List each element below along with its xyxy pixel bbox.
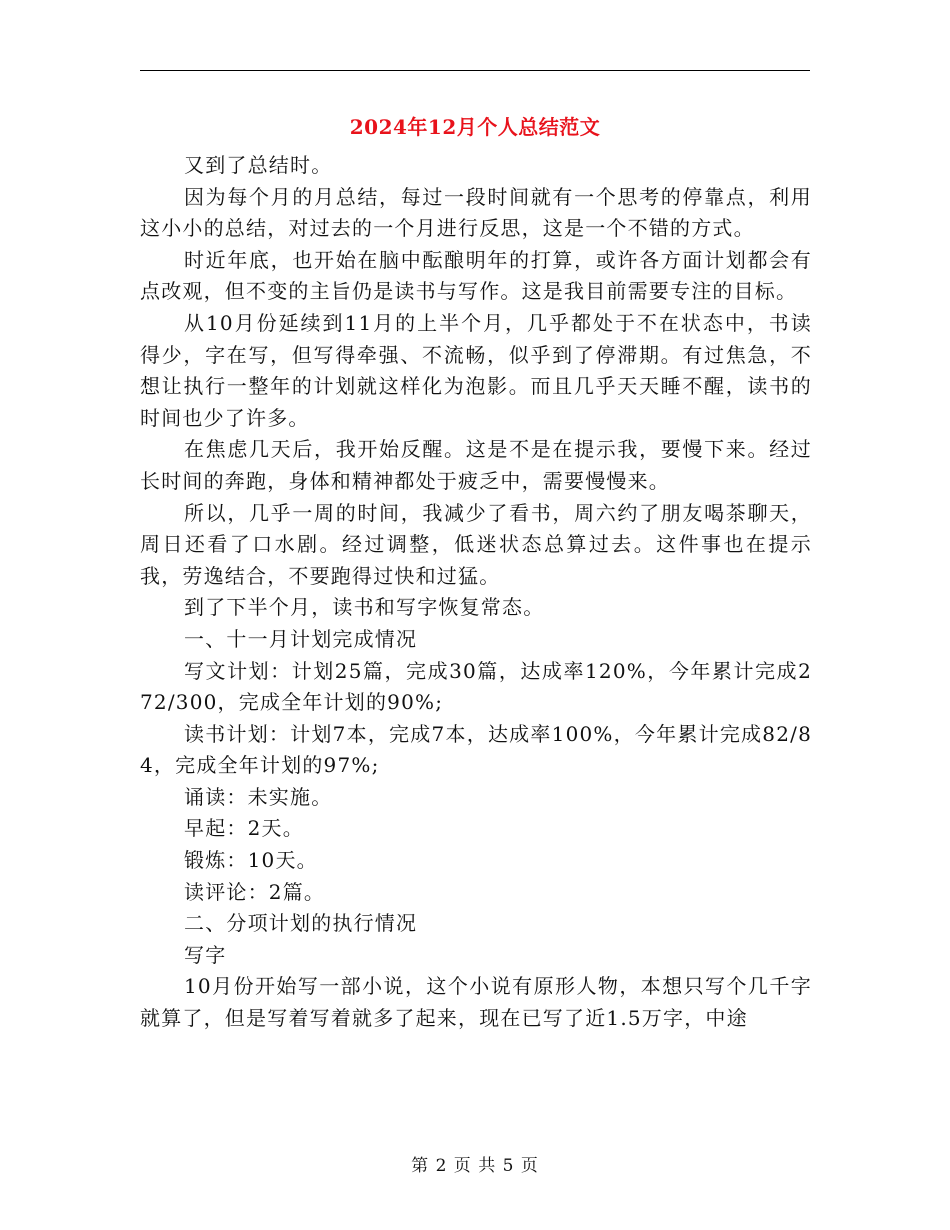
paragraph: 又到了总结时。 [184,153,333,177]
page-number-footer: 第 2 页 共 5 页 [411,1156,539,1176]
paragraph: 所以，几乎一周的时间，我减少了看书，周六约了朋友喝茶聊天，周日还看了口水剧。经过调整，低迷状态总算过去。这件事也在提示我，劳逸结合，不要跑得过快和过猛。 [140,500,812,588]
paragraph: 因为每个月的月总结，每过一段时间就有一个思考的停靠点，利用这小小的总结，对过去的一个月进行反思，这是一个不错的方式。 [140,184,812,241]
paragraph: 锻炼：10天。 [184,848,318,873]
document-title: 2024年12月个人总结范文 [349,115,601,139]
paragraph: 写文计划：计划25篇，完成30篇，达成率120%，今年累计完成272/300，完成全年计划的90%; [140,658,812,715]
header-rule [140,70,810,71]
document-body [140,150,812,1035]
paragraph: 诵读：未实施。 [184,784,333,809]
paragraph: 到了下半个月，读书和写字恢复常态。 [184,595,545,620]
paragraph: 时近年底，也开始在脑中酝酿明年的打算，或许各方面计划都会有点改观，但不变的主旨仍是读书与写作。这是我目前需要专注的目标。 [140,247,812,304]
section-heading: 一、十一月计划完成情况 [184,626,418,651]
paragraph: 读评论：2篇。 [184,879,326,904]
paragraph: 从10月份延续到11月的上半个月，几乎都处于不在状态中，书读得少，字在写，但写得牵强、不流畅，似乎到了停滞期。有过焦急，不想让执行一整年的计划就这样化为泡影。而且几乎天天睡不醒，读书的时间也少了许多。 [140,310,812,430]
paragraph: 在焦虑几天后，我开始反醒。这是不是在提示我，要慢下来。经过长时间的奔跑，身体和精神都处于疲乏中，需要慢慢来。 [140,437,812,493]
section-heading: 二、分项计划的执行情况 [184,911,418,936]
paragraph: 10月份开始写一部小说，这个小说有原形人物，本想只写个几千字就算了，但是写着写着就多了起来，现在已写了近1.5万字，中途 [140,974,812,1031]
paragraph: 读书计划：计划7本，完成7本，达成率100%，今年累计完成82/84，完成全年计划的97%; [140,721,812,778]
paragraph: 早起：2天。 [184,816,304,841]
subsection-heading: 写字 [184,942,227,967]
